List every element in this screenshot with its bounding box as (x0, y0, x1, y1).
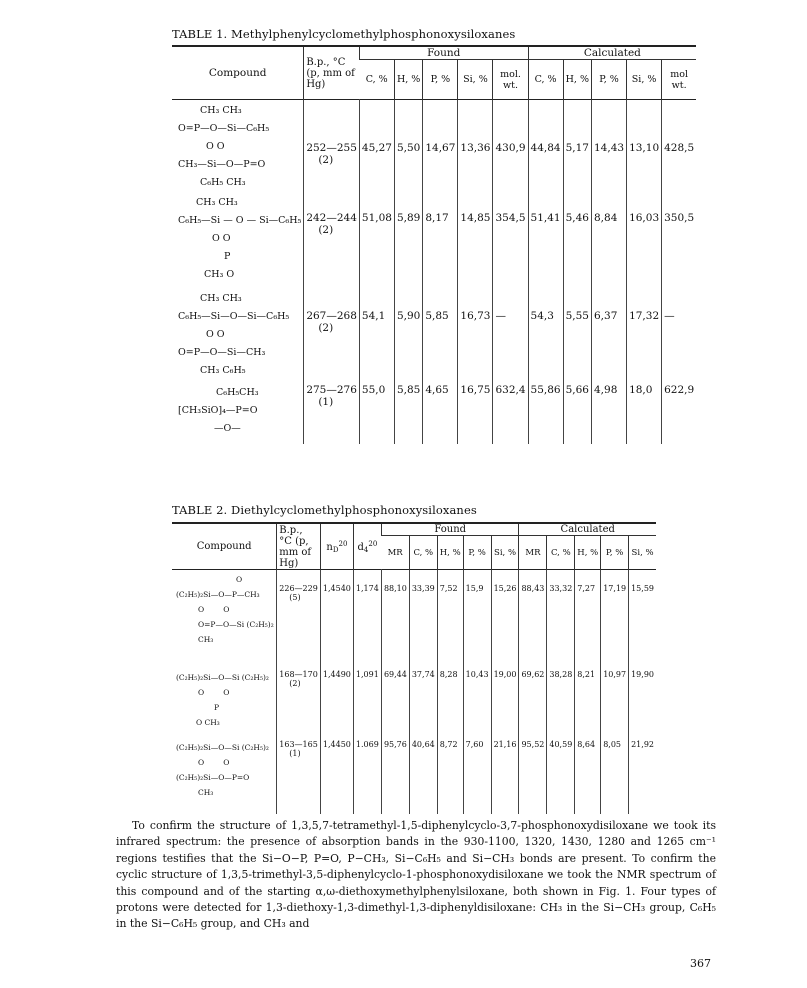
cell: 95,52 (519, 738, 547, 814)
cell: 54,3 (528, 288, 563, 382)
cell: 14,85 (458, 192, 493, 288)
cell: 51,08 (359, 192, 394, 288)
t2-col-dd: $d_4^{20}$ (353, 523, 381, 570)
cell: 622,9 (662, 382, 697, 444)
cell: 54,1 (359, 288, 394, 382)
t1-sub: C, % (365, 74, 388, 85)
t1-sub: P, % (423, 60, 458, 100)
t1-col-found: Found (359, 46, 528, 60)
cell: 13,36 (458, 100, 493, 193)
cell: 4,65 (423, 382, 458, 444)
t1-sub: H, % (563, 60, 591, 100)
cell: 8,17 (423, 192, 458, 288)
t1-formula-1: CH₃ CH₃ O=P—O—Si—C₆H₅ O O CH₃—Si—O—P=O C₆H₅ CH₃ (178, 105, 270, 188)
nd-symbol: n (326, 541, 333, 553)
cell: 5,46 (563, 192, 591, 288)
cell: 44,84 (528, 100, 563, 193)
cell: 5,85 (394, 382, 422, 444)
table-row (172, 570, 656, 668)
page-number: 367 (690, 957, 711, 970)
t1-sub: Si, % (458, 60, 493, 100)
t1-sub: Si, % (627, 60, 662, 100)
cell: 354,5 (493, 192, 528, 288)
cell: 21,16 (491, 738, 519, 814)
bp-value: 275—276 (306, 384, 357, 396)
cell: 69,44 (381, 668, 409, 738)
cell: 19,00 (491, 668, 519, 738)
table-row (172, 288, 696, 382)
cell: 1,4450 (320, 738, 353, 814)
cell: 4,98 (592, 382, 627, 444)
table2-caption: TABLE 2. Diethylcyclomethylphosphonoxysiloxanes (172, 503, 477, 517)
table-row (172, 382, 696, 444)
cell: 33,32 (547, 570, 575, 668)
cell: 8,05 (601, 738, 629, 814)
cell: 10,97 (601, 668, 629, 738)
pressure-value: (2) (289, 678, 301, 688)
cell: 88,10 (381, 570, 409, 668)
t2-sub: C, % (409, 536, 437, 570)
body-paragraph (116, 818, 716, 933)
cell: 1.069 (353, 738, 381, 814)
bp-value: 242—244 (306, 212, 357, 224)
t2-sub: Si, % (629, 536, 656, 570)
cell: 18,0 (627, 382, 662, 444)
cell: 7,60 (463, 738, 491, 814)
cell: 15,9 (463, 570, 491, 668)
t1-formula-2: CH₃ CH₃ C₆H₅—Si — O — Si—C₆H₅ O O P CH₃ O (178, 197, 302, 280)
cell: 51,41 (528, 192, 563, 288)
pressure-value: (2) (318, 154, 334, 166)
t2-col-calc: Calculated (519, 523, 656, 536)
cell: 8,84 (592, 192, 627, 288)
cell: 55,0 (359, 382, 394, 444)
dd-symbol: d (357, 541, 364, 553)
cell: 1,174 (353, 570, 381, 668)
cell: 55,86 (528, 382, 563, 444)
cell: 8,28 (437, 668, 463, 738)
t2-col-compound: Compound (196, 541, 252, 552)
cell: 5,55 (563, 288, 591, 382)
bp-value: 252—255 (306, 142, 357, 154)
cell: 5,85 (423, 288, 458, 382)
t1-sub: mol. wt. (493, 60, 528, 100)
t2-formula-3: (C₂H₅)₂Si—O—Si (C₂H₅)₂ O O (C₂H₅)₂Si—O—P=O CH₃ (176, 742, 269, 797)
cell: 1,091 (353, 668, 381, 738)
cell: — (662, 288, 697, 382)
t2-formula-1: O (C₂H₅)₂Si—O—P—CH₃ O O O=P—O—Si (C₂H₅)₂ CH₃ (176, 575, 274, 644)
cell: 95,76 (381, 738, 409, 814)
cell: 38,28 (547, 668, 575, 738)
pressure-value: (2) (318, 224, 334, 236)
cell: 15,59 (629, 570, 656, 668)
cell: 1,4490 (320, 668, 353, 738)
cell: 428,5 (662, 100, 697, 193)
cell: 17,32 (627, 288, 662, 382)
cell: 69,62 (519, 668, 547, 738)
cell: 21,92 (629, 738, 656, 814)
t1-col-bp: B.p., °C (p, mm of Hg) (304, 46, 360, 100)
table-row (172, 100, 696, 193)
cell: 16,03 (627, 192, 662, 288)
cell: 19,90 (629, 668, 656, 738)
cell: 5,89 (394, 192, 422, 288)
cell: 350,5 (662, 192, 697, 288)
cell: 5,66 (563, 382, 591, 444)
bp-value: 168—170 (279, 669, 318, 679)
cell: 16,75 (458, 382, 493, 444)
t1-formula-3: CH₃ CH₃ C₆H₅—Si—O—Si—C₆H₅ O O O=P—O—Si—CH₃ CH₃ C₆H₅ (178, 293, 290, 376)
t2-sub: P, % (601, 536, 629, 570)
cell: 5,17 (563, 100, 591, 193)
t2-sub: C, % (547, 536, 575, 570)
pressure-value: (1) (318, 396, 334, 408)
cell: — (493, 288, 528, 382)
cell: 15,26 (491, 570, 519, 668)
cell: 7,52 (437, 570, 463, 668)
t1-formula-4: C₆H₅CH₃ [CH₃SiO]₄—P=O —O— (178, 387, 259, 434)
table1-caption: TABLE 1. Methylphenylcyclomethylphosphonoxysiloxanes (172, 27, 516, 41)
t2-col-found: Found (381, 523, 519, 536)
table1 (172, 45, 696, 444)
cell: 7,27 (575, 570, 601, 668)
t2-sub: H, % (437, 536, 463, 570)
cell: 45,27 (359, 100, 394, 193)
t1-sub: P, % (592, 60, 627, 100)
t1-sub: H, % (394, 60, 422, 100)
cell: 5,90 (394, 288, 422, 382)
cell: 37,74 (409, 668, 437, 738)
cell: 40,64 (409, 738, 437, 814)
cell: 430,9 (493, 100, 528, 193)
bp-value: 226—229 (279, 584, 318, 593)
cell: 5,50 (394, 100, 422, 193)
t2-col-nd: $n_D^{20}$ (320, 523, 353, 570)
cell: 10,43 (463, 668, 491, 738)
t1-sub: mol wt. (662, 60, 697, 100)
pressure-value: (2) (318, 322, 334, 334)
t1-col-calc: Calculated (528, 46, 696, 60)
cell: 8,72 (437, 738, 463, 814)
table-row (172, 668, 656, 738)
cell: 632,4 (493, 382, 528, 444)
cell: 13,10 (627, 100, 662, 193)
cell: 14,67 (423, 100, 458, 193)
t2-sub: Si, % (491, 536, 519, 570)
t2-sub: MR (519, 536, 547, 570)
t2-sub: P, % (463, 536, 491, 570)
t2-sub: MR (387, 547, 403, 558)
bp-value: 163—165 (279, 739, 318, 749)
pressure-value: (1) (289, 748, 301, 758)
cell: 40,59 (547, 738, 575, 814)
t2-formula-2: (C₂H₅)₂Si—O—Si (C₂H₅)₂ O O P O CH₃ (176, 672, 269, 727)
bp-value: 267—268 (306, 310, 357, 322)
cell: 88,43 (519, 570, 547, 668)
t1-col-compound: Compound (208, 67, 267, 79)
cell: 17,19 (601, 570, 629, 668)
pressure-value: (5) (289, 593, 301, 602)
cell: 16,73 (458, 288, 493, 382)
cell: 8,21 (575, 668, 601, 738)
t2-col-bp: B.p., °C (p, mm of Hg) (277, 523, 321, 570)
paragraph-text: To confirm the structure of 1,3,5,7-tetramethyl-1,5-diphenylcyclo-3,7-phosphonoxydisiloxane we took its infrared spectrum: the presence of absorption bands in the 930-1100, 1320, 1430, 1280 and 1265 cm⁻¹ regions testifies that the Si−O−P, P=O, P−CH₃, Si−C₆H₅ and Si−CH₃ bonds are present. To confirm the cyclic structure of 1,3,5-trimethyl-3,5-diphenylcyclo-1-phosphonoxydisiloxane we took the NMR spectrum of this compound and of the starting α,ω-diethoxymethylphenylsiloxane, both shown in Fig. 1. Four types of protons were detected for 1,3-diethoxy-1,3-dimethyl-1,3-diphenyldisiloxane: CH₃ in the Si−CH₃ group, C₆H₅ in the Si−C₆H₅ group, and CH₃ and (116, 819, 716, 931)
t1-sub: C, % (528, 60, 563, 100)
table-row (172, 192, 696, 288)
t2-sub: H, % (575, 536, 601, 570)
cell: 33,39 (409, 570, 437, 668)
cell: 14,43 (592, 100, 627, 193)
table-row (172, 738, 656, 814)
table2 (172, 522, 656, 814)
cell: 8,64 (575, 738, 601, 814)
cell: 6,37 (592, 288, 627, 382)
cell: 1,4540 (320, 570, 353, 668)
